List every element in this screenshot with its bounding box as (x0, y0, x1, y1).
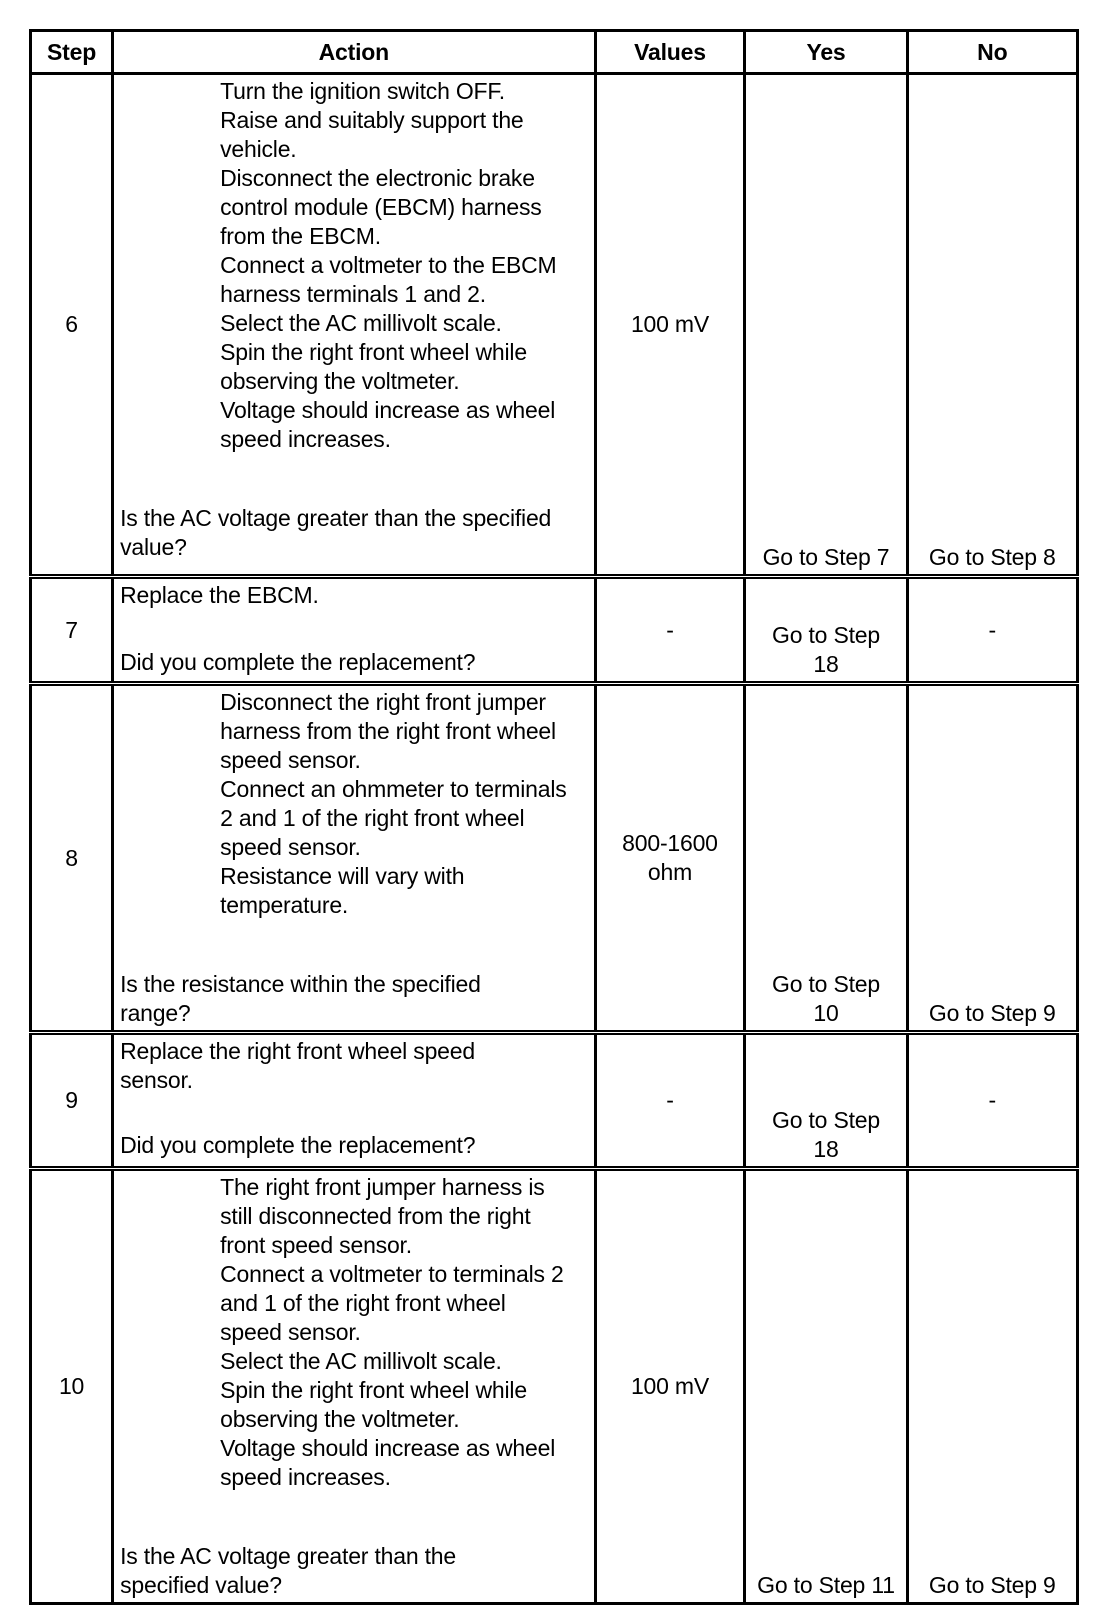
yes-cell: Go to Step 11 (745, 1169, 907, 1604)
action-line: Select the AC millivolt scale. (220, 1348, 502, 1374)
header-values: Values (595, 31, 745, 74)
action-cell (113, 577, 595, 684)
action-line: Turn the ignition switch OFF. (220, 78, 505, 104)
action-line: Replace the EBCM. (120, 582, 319, 608)
step-number: 7 (31, 577, 113, 684)
header-row (31, 31, 1078, 74)
action-line: Spin the right front wheel while observing the voltmeter. (220, 339, 527, 394)
values-cell: - (595, 1033, 745, 1169)
action-cell (113, 1033, 595, 1169)
action-line: Connect a voltmeter to terminals 2 and 1 of the right front wheel speed sensor. (220, 1261, 564, 1345)
action-cell (113, 1169, 595, 1604)
header-step: Step (31, 31, 113, 74)
action-line: The right front jumper harness is still disconnected from the right front speed sensor. (220, 1174, 545, 1258)
step-number: 6 (31, 74, 113, 577)
action-question: Is the resistance within the specified range? (120, 971, 481, 1026)
diagnostic-table (29, 29, 1079, 1605)
action-question: Did you complete the replacement? (120, 649, 476, 675)
action-line: Disconnect the electronic brake control module (EBCM) harness from the EBCM. (220, 165, 542, 249)
action-cell (113, 74, 595, 577)
action-line: Voltage should increase as wheel speed increases. (220, 1435, 556, 1490)
values-cell: 100 mV (595, 74, 745, 577)
header-no: No (907, 31, 1077, 74)
yes-cell: Go to Step 18 (745, 1033, 907, 1169)
action-steps (120, 77, 589, 454)
header-action: Action (113, 31, 595, 74)
table-row (31, 1169, 1078, 1604)
action-line: Select the AC millivolt scale. (220, 310, 502, 336)
action-line: Raise and suitably support the vehicle. (220, 107, 524, 162)
action-steps (120, 1173, 589, 1492)
action-question: Is the AC voltage greater than the specified value? (120, 1543, 456, 1598)
action-question: Did you complete the replacement? (120, 1132, 476, 1158)
action-cell (113, 684, 595, 1033)
action-line: Disconnect the right front jumper harness from the right front wheel speed sensor. (220, 689, 556, 773)
action-line: Connect a voltmeter to the EBCM harness terminals 1 and 2. (220, 252, 557, 307)
table-row (31, 684, 1078, 1033)
no-cell: Go to Step 8 (907, 74, 1077, 577)
step-number: 10 (31, 1169, 113, 1604)
yes-cell: Go to Step 7 (745, 74, 907, 577)
table-row (31, 577, 1078, 684)
no-cell: Go to Step 9 (907, 1169, 1077, 1604)
action-line: Spin the right front wheel while observing the voltmeter. (220, 1377, 527, 1432)
yes-cell: Go to Step 18 (745, 577, 907, 684)
action-line: Voltage should increase as wheel speed increases. (220, 397, 556, 452)
table-row (31, 1033, 1078, 1169)
action-line: Resistance will vary with temperature. (220, 863, 465, 918)
no-cell: Go to Step 9 (907, 684, 1077, 1033)
action-steps (120, 688, 589, 920)
yes-cell: Go to Step 10 (745, 684, 907, 1033)
header-yes: Yes (745, 31, 907, 74)
action-line: Connect an ohmmeter to terminals 2 and 1 of the right front wheel speed sensor. (220, 776, 567, 860)
table-row (31, 74, 1078, 577)
values-cell: 800-1600 ohm (595, 684, 745, 1033)
values-cell: 100 mV (595, 1169, 745, 1604)
no-cell: - (907, 577, 1077, 684)
no-cell: - (907, 1033, 1077, 1169)
action-line: Replace the right front wheel speed sensor. (120, 1038, 475, 1093)
action-question: Is the AC voltage greater than the specified value? (120, 505, 552, 560)
step-number: 8 (31, 684, 113, 1033)
values-cell: - (595, 577, 745, 684)
step-number: 9 (31, 1033, 113, 1169)
